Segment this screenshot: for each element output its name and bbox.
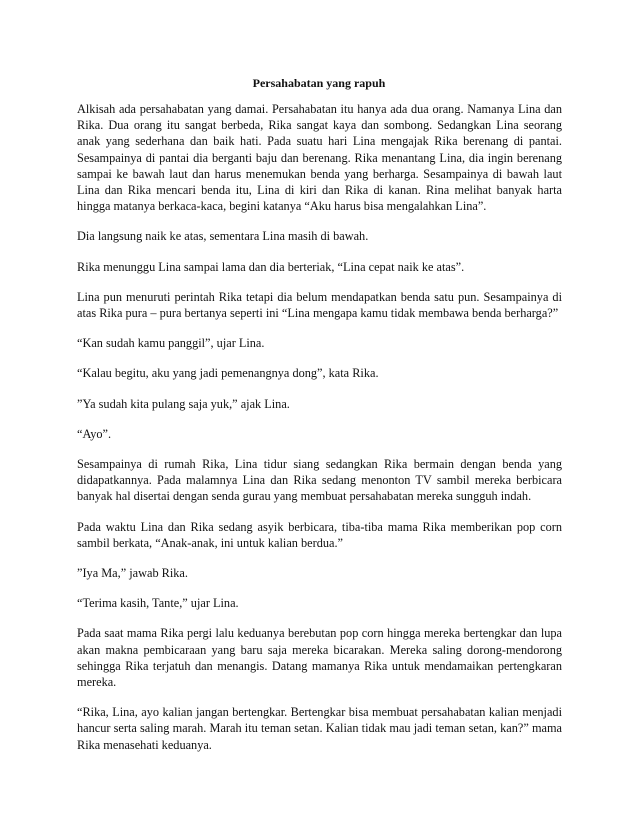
paragraph-10: Pada waktu Lina dan Rika sedang asyik berbicara, tiba-tiba mama Rika memberikan pop corn sambil berkata, “Anak-anak, ini untuk kalian berdua.” [77,519,562,550]
paragraph-14: “Rika, Lina, ayo kalian jangan bertengkar. Bertengkar bisa membuat persahabatan kalian menjadi hancur serta saling marah. Marah itu teman setan. Kalian tidak mau jadi teman setan, kan?” mama Rika menasehati keduanya. [77,705,562,752]
paragraph-3: Rika menunggu Lina sampai lama dan dia berteriak, “Lina cepat naik ke atas”. [77,259,465,274]
paragraph-1: Alkisah ada persahabatan yang damai. Persahabatan itu hanya ada dua orang. Namanya Lina dan Rika. Dua orang itu sangat berbeda, Rika sangat kaya dan sombong. Sedangkan Lina seorang anak yang sederhana dan baik hati. Pada suatu hari Lina mengajak Rika berenang di pantai. Sesampainya di pantai dia berganti baju dan berenang. Rika menantang Lina, dia ingin berenang sampai ke bawah laut dan harus menemukan benda yang berharga. Sesampainya di bawah laut Lina dan Rika mencari benda itu, Lina di kiri dan Rika di kanan. Rina melihat banyak harta hingga matanya berkaca-kaca, begini katanya “Aku harus bisa mengalahkan Lina”. [77,102,562,214]
paragraph-12: “Terima kasih, Tante,” ujar Lina. [77,596,239,611]
paragraph-9: Sesampainya di rumah Rika, Lina tidur siang sedangkan Rika bermain dengan benda yang didapatkannya. Pada malamnya Lina dan Rika sedang menonton TV sambil mereka berbicara banyak hal disertai dengan senda gurau yang membuat persahabatan mereka sungguh indah. [77,457,562,504]
paragraph-2: Dia langsung naik ke atas, sementara Lina masih di bawah. [77,229,369,244]
paragraph-5: “Kan sudah kamu panggil”, ujar Lina. [77,336,265,351]
paragraph-7: ”Ya sudah kita pulang saja yuk,” ajak Lina. [77,396,290,411]
paragraph-6: “Kalau begitu, aku yang jadi pemenangnya dong”, kata Rika. [77,366,379,381]
paragraph-4: Lina pun menuruti perintah Rika tetapi dia belum mendapatkan benda satu pun. Sesampainya di atas Rika pura – pura bertanya seperti ini “Lina mengapa kamu tidak membawa benda berharga?” [77,289,562,321]
document-body [77,101,562,767]
paragraph-8: “Ayo”. [77,426,112,441]
document-title: Persahabatan yang rapuh [252,76,386,90]
paragraph-11: ”Iya Ma,” jawab Rika. [77,566,188,581]
paragraph-13: Pada saat mama Rika pergi lalu keduanya berebutan pop corn hingga mereka bertengkar dan lupa akan makna pembicaraan yang baru saja mereka bicarakan. Mereka saling dorong-mendorong sehingga Rika terjatuh dan menangis. Datang mamanya Rika untuk mendamaikan pertengkaran mereka. [77,626,562,690]
